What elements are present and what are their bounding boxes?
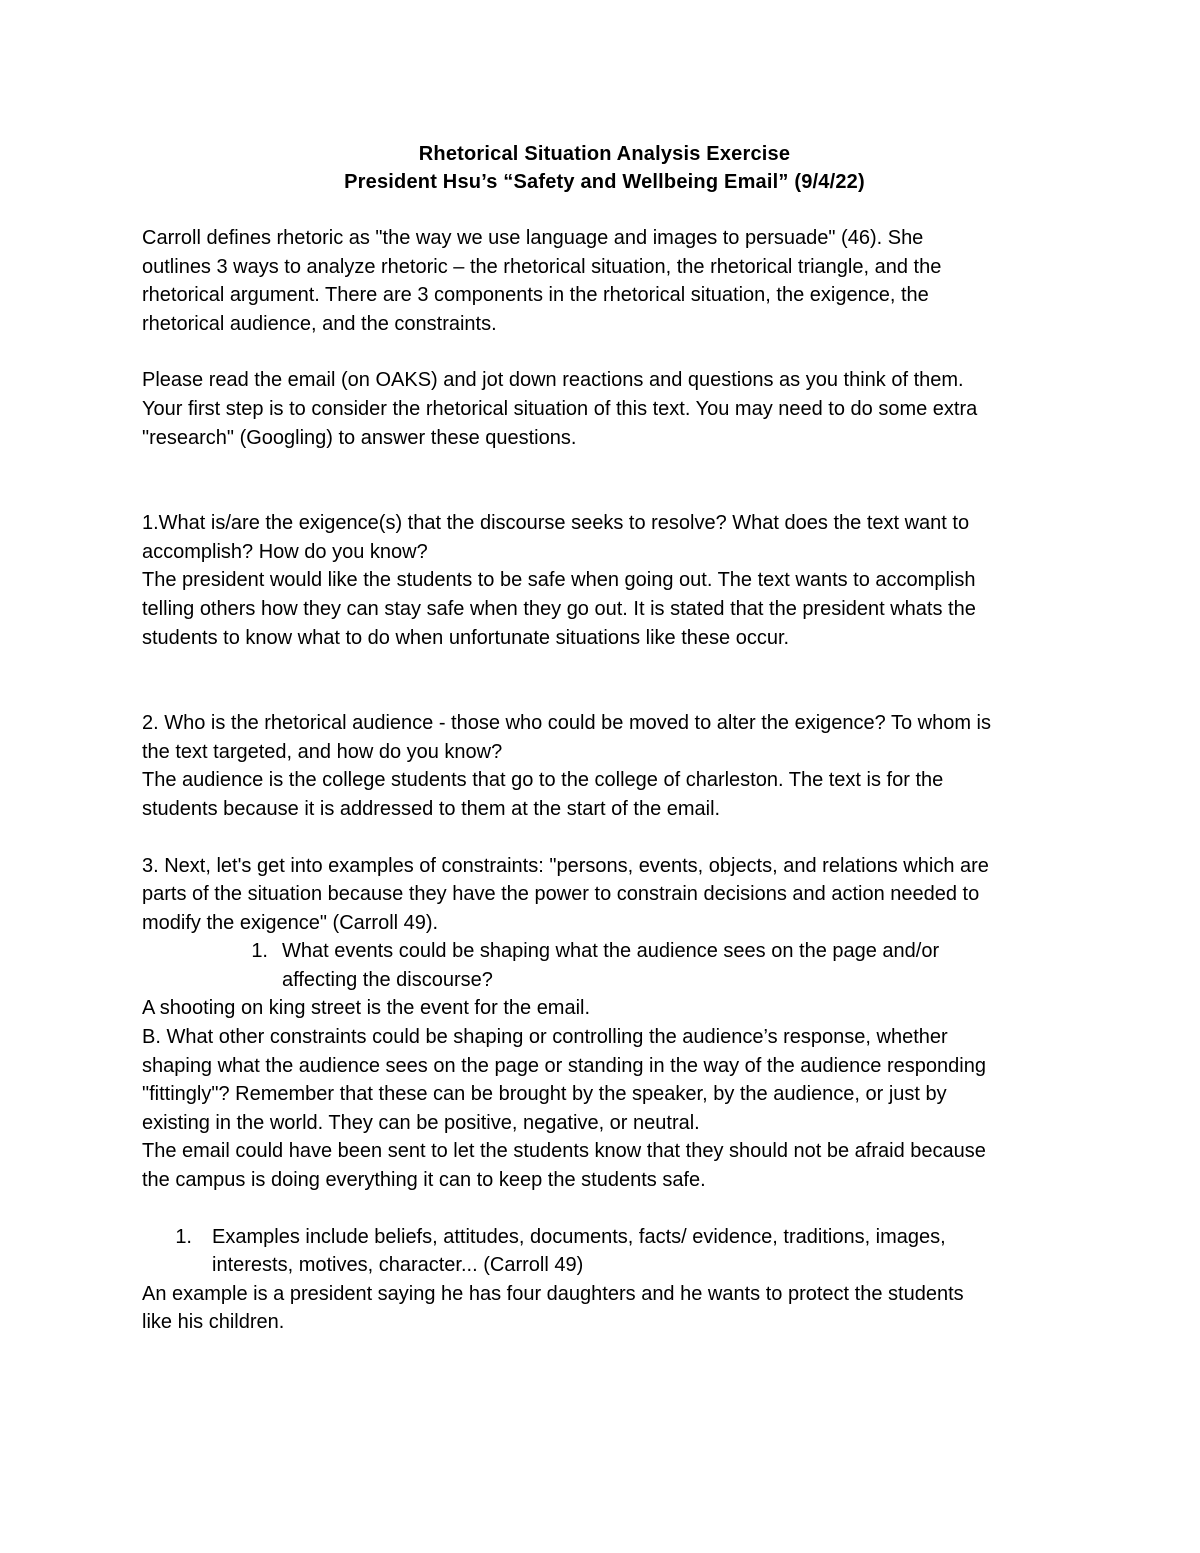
answer-line: students to know what to do when unfortunate situations like these occur.: [142, 626, 790, 649]
document-title: Rhetorical Situation Analysis Exercise: [418, 143, 791, 165]
question-line: 2. Who is the rhetorical audience - those who could be moved to alter the exigence? To whom is: [142, 712, 991, 735]
spacer: [142, 196, 1067, 224]
text-line: Your first step is to consider the rhetorical situation of this text. You may need to do some extra: [142, 397, 978, 420]
sub-question-a: [142, 937, 1067, 994]
answer-line: The email could have been sent to let the students know that they should not be afraid because: [142, 1140, 986, 1163]
document-page: [142, 140, 1067, 1337]
list-text-line: affecting the discourse?: [282, 968, 493, 991]
question-line: shaping what the audience sees on the page or standing in the way of the audience responding: [142, 1054, 986, 1077]
answer-line: A shooting on king street is the event for the email.: [142, 997, 591, 1020]
answer-line: An example is a president saying he has four daughters and he wants to protect the students: [142, 1282, 964, 1305]
question-line: B. What other constraints could be shaping or controlling the audience’s response, whether: [142, 1026, 948, 1049]
list-text: [282, 937, 1067, 994]
text-line: Please read the email (on OAKS) and jot down reactions and questions as you think of them.: [142, 369, 964, 392]
question-2: [142, 709, 1067, 823]
spacer: [142, 1195, 1067, 1223]
question-1: [142, 509, 1067, 652]
spacer: [142, 338, 1067, 366]
question-line: 3. Next, let's get into examples of constraints: "persons, events, objects, and relations which are: [142, 854, 989, 877]
answer-line: students because it is addressed to them at the start of the email.: [142, 797, 721, 820]
answer-line: the campus is doing everything it can to keep the students safe.: [142, 1169, 706, 1192]
list-number: 1.: [251, 940, 268, 963]
list-text: [212, 1223, 1067, 1280]
text-line: rhetorical audience, and the constraints.: [142, 312, 497, 335]
spacer: [142, 452, 1067, 509]
answer-line: The audience is the college students that go to the college of charleston. The text is for the: [142, 769, 944, 792]
text-line: Carroll defines rhetoric as "the way we use language and images to persuade" (46). She: [142, 227, 924, 249]
list-text-line: What events could be shaping what the audience sees on the page and/or: [282, 940, 940, 963]
spacer: [142, 652, 1067, 709]
question-line: accomplish? How do you know?: [142, 540, 428, 563]
question-line: existing in the world. They can be positive, negative, or neutral.: [142, 1111, 700, 1134]
list-text-line: Examples include beliefs, attitudes, documents, facts/ evidence, traditions, images,: [212, 1225, 946, 1248]
question-line: 1.What is/are the exigence(s) that the discourse seeks to resolve? What does the text want to: [142, 512, 970, 535]
question-line: parts of the situation because they have the power to constrain decisions and action needed to: [142, 883, 980, 906]
list-number: 1.: [175, 1225, 192, 1248]
intro-paragraph: [142, 224, 1067, 338]
answer-line: The president would like the students to be safe when going out. The text wants to accomplish: [142, 569, 976, 592]
question-line: modify the exigence" (Carroll 49).: [142, 911, 439, 934]
question-line: "fittingly"? Remember that these can be brought by the speaker, by the audience, or just by: [142, 1083, 947, 1106]
list-text-line: interests, motives, character... (Carroll 49): [212, 1254, 584, 1277]
answer-line: telling others how they can stay safe when they go out. It is stated that the president whats the: [142, 597, 976, 620]
sub-question-c: [142, 1223, 1067, 1280]
instructions-paragraph: [142, 366, 1067, 452]
text-line: "research" (Googling) to answer these questions.: [142, 426, 577, 449]
answer-line: like his children.: [142, 1311, 285, 1334]
question-line: the text targeted, and how do you know?: [142, 740, 503, 763]
spacer: [142, 824, 1067, 852]
document-subtitle: President Hsu’s “Safety and Wellbeing Email” (9/4/22): [344, 171, 865, 193]
question-3: [142, 852, 1067, 1338]
text-line: rhetorical argument. There are 3 components in the rhetorical situation, the exigence, the: [142, 284, 929, 307]
text-line: outlines 3 ways to analyze rhetoric – the rhetorical situation, the rhetorical triangle, and the: [142, 255, 942, 278]
